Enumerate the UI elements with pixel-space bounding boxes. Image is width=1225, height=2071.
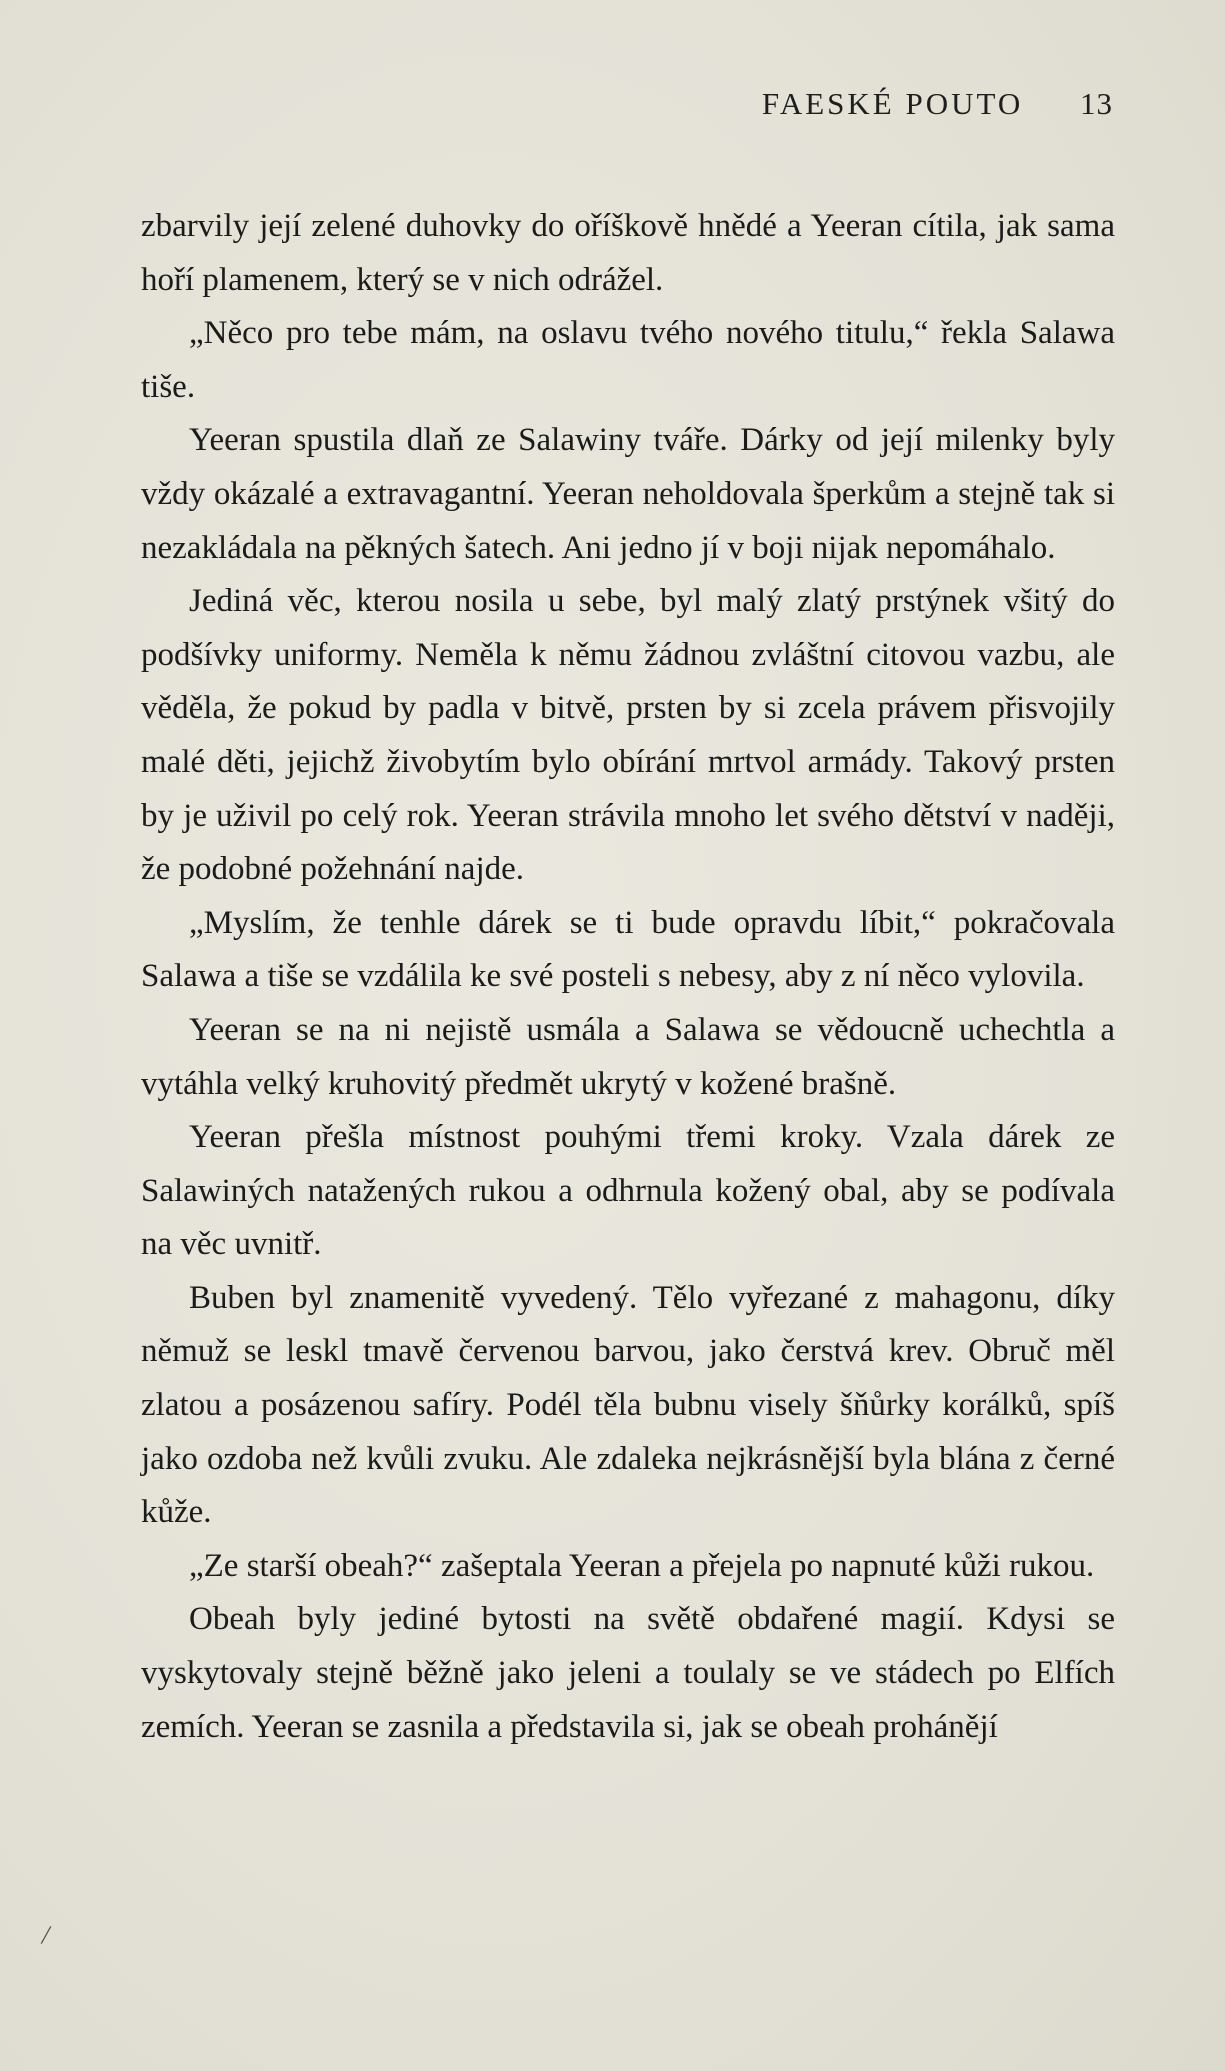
paragraph: Yeeran přešla místnost pouhými třemi kroky. Vzala dárek ze Salawiných natažených rukou a odhrnula kožený obal, aby se podívala na věc uvnitř. xyxy=(141,1119,1115,1263)
paragraph: Obeah byly jediné bytosti na světě obdařené magií. Kdysi se vyskytovaly stejně běžně jako jeleni a toulaly se ve stádech po Elfích zemích. Yeeran se zasnila a představila si, jak se obeah prohánějí xyxy=(141,1601,1115,1745)
paragraph: „Ze starší obeah?“ zašeptala Yeeran a přejela po napnuté kůži rukou. xyxy=(189,1547,1095,1584)
paragraph: Jediná věc, kterou nosila u sebe, byl malý zlatý prstýnek všitý do podšívky uniformy. Neměla k němu žádnou zvláštní citovou vazbu, ale věděla, že pokud by padla v bitvě, prsten by si zcela právem přisvojily malé děti, jejichž živobytím bylo obírání mrtvol armády. Takový prsten by je uživil po celý rok. Yeeran strávila mnoho let svého dětství v naději, že podobné požehnání najde. xyxy=(141,583,1115,888)
paragraph: Yeeran spustila dlaň ze Salawiny tváře. Dárky od její milenky byly vždy okázalé a extravagantní. Yeeran neholdovala šperkům a stejně tak si nezakládala na pěkných šatech. Ani jedno jí v boji nijak nepomáhalo. xyxy=(141,422,1115,566)
running-title: FAESKÉ POUTO xyxy=(761,86,1024,121)
paragraph: zbarvily její zelené duhovky do oříškově hnědé a Yeeran cítila, jak sama hoří plamenem, který se v nich odrážel. xyxy=(141,208,1115,298)
body-text xyxy=(141,200,1115,1754)
paragraph: Yeeran se na ni nejistě usmála a Salawa se vědoucně uchechtla a vytáhla velký kruhovitý předmět ukrytý v kožené brašně. xyxy=(141,1011,1115,1102)
margin-mark: / xyxy=(39,1919,53,1952)
running-header xyxy=(762,86,1113,122)
page-number: 13 xyxy=(1080,86,1113,121)
paragraph: „Něco pro tebe mám, na oslavu tvého nového titulu,“ řekla Salawa tiše. xyxy=(141,315,1115,405)
paragraph: „Myslím, že tenhle dárek se ti bude opravdu líbit,“ pokračovala Salawa a tiše se vzdálila ke své posteli s nebesy, aby z ní něco vylovila. xyxy=(141,904,1115,995)
paragraph: Buben byl znamenitě vyvedený. Tělo vyřezané z mahagonu, díky němuž se leskl tmavě červenou barvou, jako čerstvá krev. Obruč měl zlatou a posázenou safíry. Podél těla bubnu visely šňůrky korálků, spíš jako ozdoba než kvůli zvuku. Ale zdaleka nejkrásnější byla blána z černé kůže. xyxy=(141,1279,1115,1531)
